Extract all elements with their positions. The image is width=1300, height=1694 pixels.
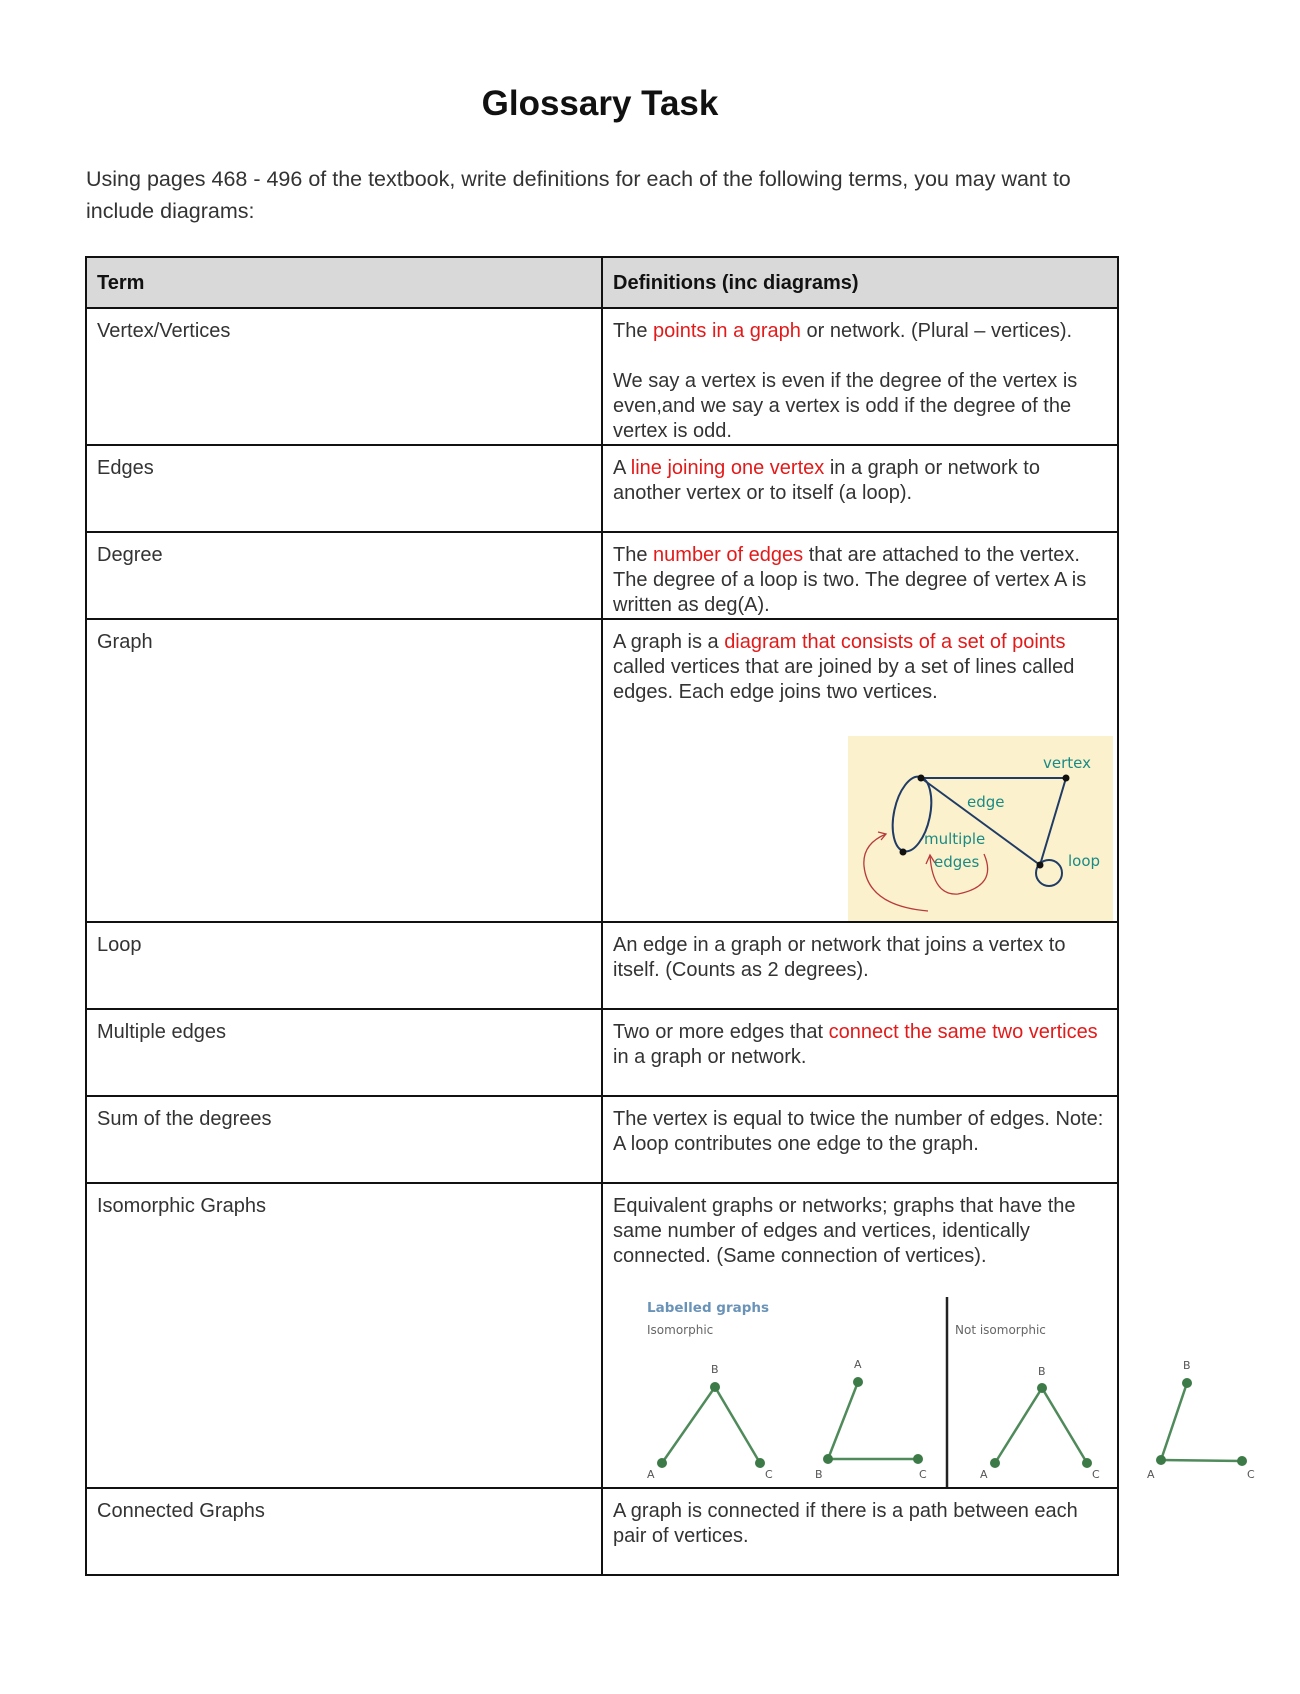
vertex-label: C [919,1468,927,1481]
highlighted-text: connect the same two vertices [828,1021,1098,1043]
term-cell: Graph [86,619,602,922]
graph-vertex [1156,1455,1166,1465]
vertex-label: B [815,1468,823,1481]
graph-1 [657,1382,765,1468]
graph-edge [1161,1383,1187,1460]
table-row [86,445,1118,532]
definition-text [613,319,1107,344]
vertex-label: A [1147,1468,1155,1481]
vertex-label: A [980,1468,988,1481]
header-term: Term [86,257,602,308]
definition-cell [602,308,1118,445]
text-span: that are attached to the vertex. The degree of a loop is two. The degree of vertex A is written as deg(A). [613,544,1087,616]
graph-2 [823,1377,923,1464]
table-row [86,1183,1118,1488]
header-definition: Definitions (inc diagrams) [602,257,1118,308]
graph-diagram [848,736,1113,921]
term-cell: Isomorphic Graphs [86,1183,602,1488]
text-span: A [613,457,631,479]
graph-edge [1042,1388,1087,1463]
definition-cell [602,1096,1118,1183]
text-span: called vertices that are joined by a set of lines called edges. Each edge joins two vertices. [613,656,1075,703]
vertex-dot [1063,775,1070,782]
table-header-row [86,257,1118,308]
graph-vertex [823,1454,833,1464]
graph-3 [990,1383,1092,1468]
graph-edge [1161,1460,1242,1461]
vertex-dot [1037,862,1044,869]
page-title: Glossary Task [481,84,719,123]
vertex-label: A [854,1358,862,1371]
graph-vertex [853,1377,863,1387]
vertex-dot [918,775,925,782]
highlighted-text: line joining one vertex [630,457,825,479]
text-span: A graph is a [613,631,725,653]
graph-vertex [913,1454,923,1464]
table-row [86,308,1118,445]
definition-cell [602,532,1118,619]
diagram-caption: Isomorphic [647,1323,714,1337]
diagram-caption: Not isomorphic [955,1323,1046,1337]
definition-text [613,630,1107,705]
graph-vertex [710,1382,720,1392]
diagram-title: Labelled graphs [647,1300,770,1316]
vertex-label: B [711,1363,719,1376]
term-cell: Loop [86,922,602,1009]
diagram-label: multiple [924,830,986,848]
definition-cell [602,1183,1255,1488]
term-cell: Multiple edges [86,1009,602,1096]
text-span: The [613,544,654,566]
vertex-label: C [765,1468,773,1481]
definition-text [613,456,1107,506]
graph-vertex [990,1458,1000,1468]
definition-text [613,543,1107,618]
diagram-label: edges [934,853,980,871]
definition-text: We say a vertex is even if the degree of the vertex is even,and we say a vertex is odd if the degree of the vertex is odd. [613,370,1078,442]
glossary-table [85,256,1255,1576]
table-row [86,922,1118,1009]
term-cell: Degree [86,532,602,619]
graph-vertex [657,1458,667,1468]
term-cell: Edges [86,445,602,532]
text-span: The [613,320,654,342]
diagram-label: edge [967,793,1005,811]
definition-text: The vertex is equal to twice the number of edges. Note: A loop contributes one edge to the graph. [613,1108,1104,1155]
table-row [86,619,1118,922]
vertex-dot [900,849,907,856]
vertex-label: C [1247,1468,1255,1481]
highlighted-text: number of edges [653,544,804,566]
definition-text: Equivalent graphs or networks; graphs that have the same number of edges and vertices, identically connected. (Same connection of vertices). [613,1195,1076,1267]
diagram-label: loop [1068,852,1101,870]
intro-text: Using pages 468 - 496 of the textbook, write definitions for each of the following terms, you may want to include diagrams: [86,167,1071,223]
graph-vertex [1037,1383,1047,1393]
text-span: or network. (Plural – vertices). [800,320,1073,342]
highlighted-text: points in a graph [653,320,801,342]
term-cell: Sum of the degrees [86,1096,602,1183]
text-span: in a graph or network to another vertex or to itself (a loop). [613,457,1040,504]
graph-vertex [1237,1456,1247,1466]
graph-vertex [755,1458,765,1468]
definition-text: An edge in a graph or network that joins a vertex to itself. (Counts as 2 degrees). [613,934,1066,981]
definition-cell [602,1488,1118,1575]
graph-edge [662,1387,715,1463]
graph-vertex [1182,1378,1192,1388]
diagram-label: vertex [1043,754,1091,772]
graph-edge [715,1387,760,1463]
graph-4 [1156,1378,1247,1466]
definition-cell [602,619,1118,922]
table-row [86,1009,1118,1096]
definition-cell [602,445,1118,532]
definition-text [613,1020,1107,1070]
definition-cell [602,922,1118,1009]
vertex-label: B [1183,1359,1191,1372]
vertex-label: A [647,1468,655,1481]
definition-text: A graph is connected if there is a path between each pair of vertices. [613,1500,1078,1547]
table-row [86,1096,1118,1183]
term-cell: Connected Graphs [86,1488,602,1575]
highlighted-text: diagram that consists of a set of points [724,631,1066,653]
graph-edge [995,1388,1042,1463]
definition-cell [602,1009,1118,1096]
table-row [86,532,1118,619]
graph-vertex [1082,1458,1092,1468]
isomorphic-diagram [565,1297,1300,1487]
vertex-label: C [1092,1468,1100,1481]
term-cell: Vertex/Vertices [86,308,602,445]
table-row [86,1488,1118,1575]
text-span: in a graph or network. [613,1046,807,1068]
graph-edge [828,1382,858,1459]
text-span: Two or more edges that [613,1021,829,1043]
vertex-label: B [1038,1365,1046,1378]
